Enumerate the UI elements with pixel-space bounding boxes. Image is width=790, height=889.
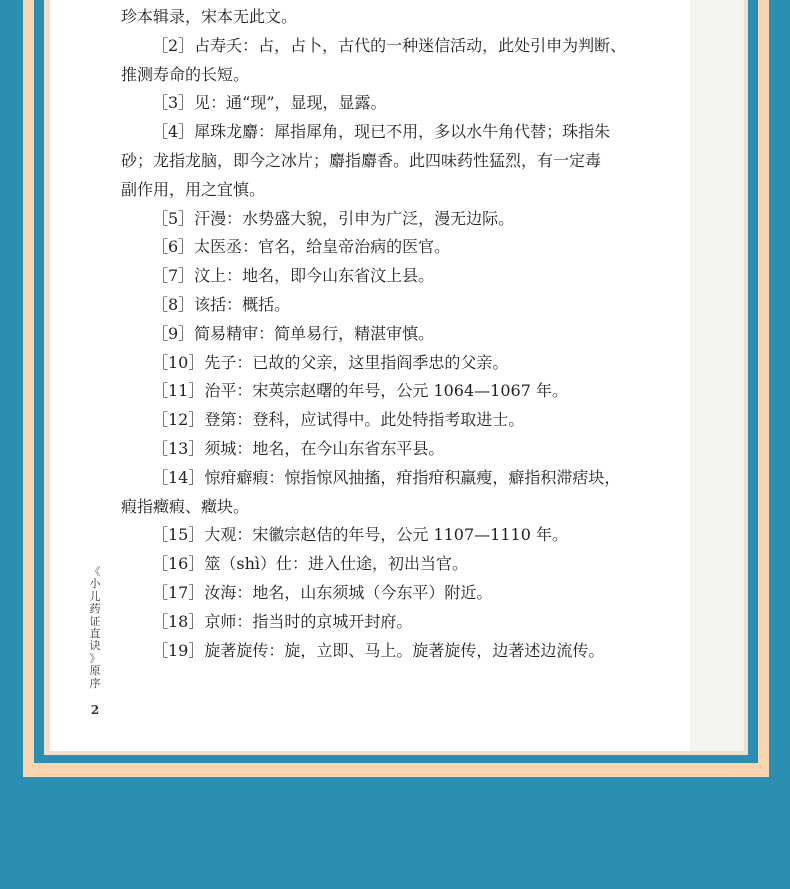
- annotation-item: [121, 608, 666, 637]
- annotation-item: [121, 349, 666, 378]
- annotation-line: 瘕指癥瘕、癥块。: [121, 496, 250, 516]
- annotation-line: 推测寿命的长短。: [121, 64, 250, 84]
- annotation-item: [121, 579, 666, 608]
- annotation-item: [121, 435, 666, 464]
- annotation-line: ［9］简易精审：简单易行，精湛审慎。: [152, 323, 435, 343]
- annotation-line: ［12］登第：登科，应试得中。此处特指考取进士。: [152, 410, 525, 430]
- annotation-item: [121, 118, 666, 204]
- annotation-item: [121, 464, 666, 522]
- page-edge-shade: [690, 0, 744, 751]
- annotation-line: ［19］旋著旋传：旋，立即、马上。旋著旋传，边著述边流传。: [152, 640, 605, 660]
- annotation-line: ［6］太医丞：官名，给皇帝治病的医官。: [152, 237, 451, 257]
- annotation-line: ［5］汗漫：水势盛大貌，引申为广泛，漫无边际。: [152, 208, 515, 228]
- page-number: 2: [90, 703, 100, 717]
- annotation-line: ［11］治平：宋英宗赵曙的年号，公元 1064—1067 年。: [152, 381, 568, 401]
- annotation-item: [121, 406, 666, 435]
- annotation-item: [121, 205, 666, 234]
- annotation-list: [121, 3, 666, 665]
- annotation-line: ［15］大观：宋徽宗赵佶的年号，公元 1107—1110 年。: [152, 525, 568, 545]
- annotation-item: [121, 320, 666, 349]
- annotation-item: [121, 550, 666, 579]
- annotation-line: ［3］见：通“现”，显现，显露。: [152, 93, 387, 113]
- annotation-line: 砂；龙指龙脑，即今之冰片；麝指麝香。此四味药性猛烈，有一定毒: [121, 150, 602, 170]
- annotation-line: ［7］汶上：地名，即今山东省汶上县。: [152, 266, 435, 286]
- annotation-item: [121, 3, 666, 32]
- annotation-line: ［18］京师：指当时的京城开封府。: [152, 611, 413, 631]
- running-title: 《 小 儿 药 证 直 诀 》 原 序: [89, 565, 101, 690]
- annotation-line: ［17］汝海：地名，山东须城（今东平）附近。: [152, 582, 493, 602]
- annotation-item: [121, 262, 666, 291]
- annotation-item: [121, 637, 666, 666]
- annotation-item: [121, 233, 666, 262]
- annotation-item: [121, 521, 666, 550]
- annotation-item: [121, 89, 666, 118]
- annotation-item: [121, 32, 666, 90]
- annotation-item: [121, 377, 666, 406]
- annotation-line: ［2］占寿夭：占，占卜，古代的一种迷信活动，此处引申为判断、: [152, 35, 627, 55]
- annotation-line: ［4］犀珠龙麝：犀指犀角，现已不用，多以水牛角代替；珠指朱: [152, 122, 611, 142]
- annotation-line: ［14］惊疳癖瘕：惊指惊风抽搐，疳指疳积羸瘦，癖指积滞痞块，: [152, 467, 621, 487]
- annotation-line: ［8］该括：概括。: [152, 294, 291, 314]
- annotation-line: ［13］须城：地名，在今山东省东平县。: [152, 438, 445, 458]
- annotation-line: ［10］先子：已故的父亲，这里指阎季忠的父亲。: [152, 352, 509, 372]
- annotation-line: ［16］筮（shì）仕：进入仕途，初出当官。: [152, 554, 468, 574]
- annotation-line: 副作用，用之宜慎。: [121, 179, 266, 199]
- annotation-item: [121, 291, 666, 320]
- annotation-line: 珍本辑录，宋本无此文。: [121, 7, 298, 26]
